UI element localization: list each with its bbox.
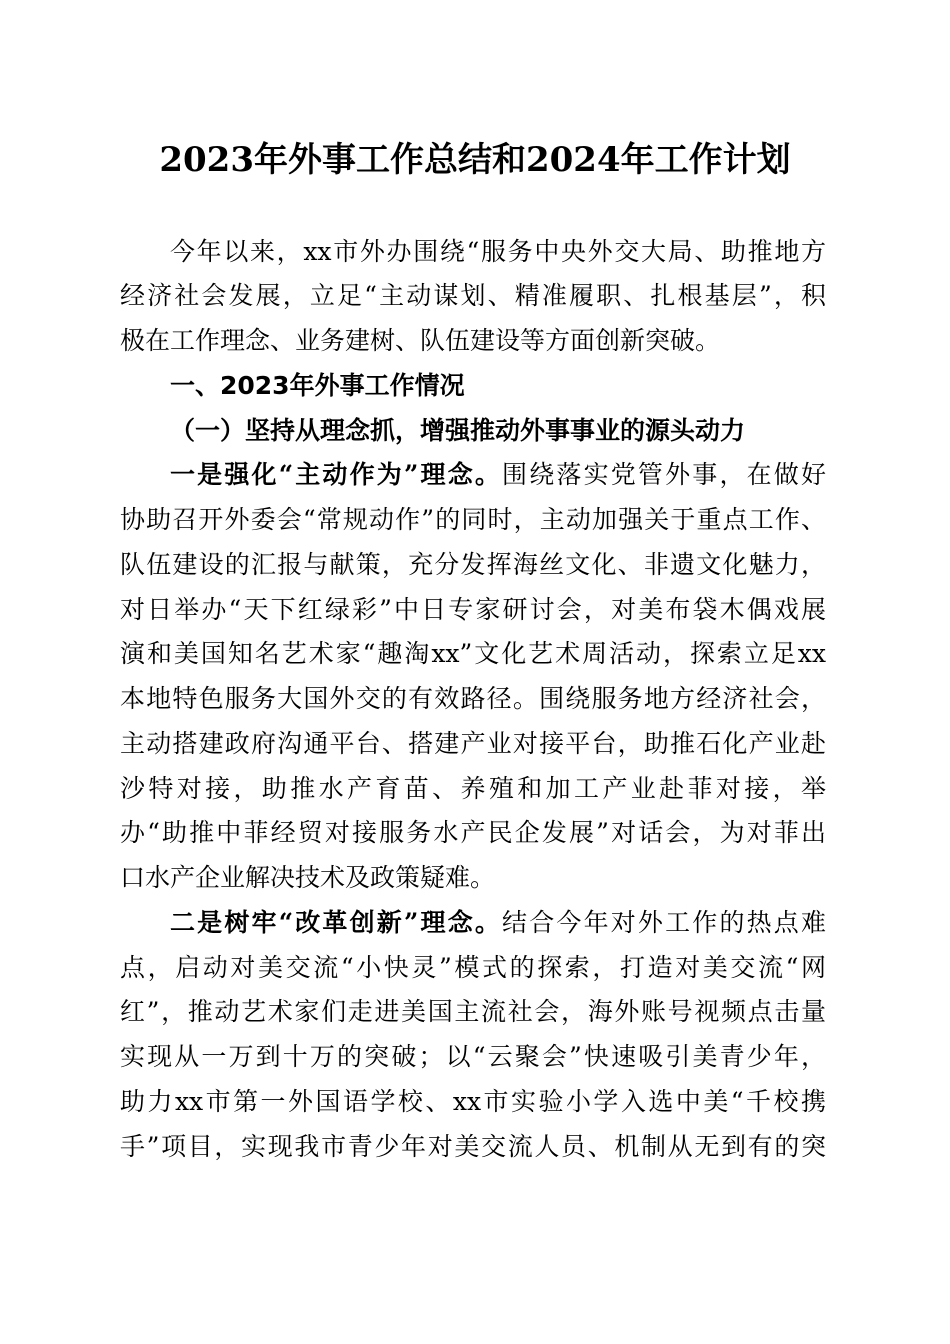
paragraph-line: 点，启动对美交流“小快灵”模式的探索，打造对美交流“网: [120, 952, 826, 982]
paragraph-line: 协助召开外委会“常规动作”的同时，主动加强关于重点工作、: [120, 505, 826, 535]
paragraph-lead: 一是强化“主动作为”理念。: [170, 460, 503, 490]
intro-line: 极在工作理念、业务建树、队伍建设等方面创新突破。: [120, 326, 721, 356]
document-body: [120, 230, 826, 1170]
section-heading: 一、2023年外事工作情况: [170, 370, 465, 400]
paragraph-line: 口水产企业解决技术及政策疑难。: [120, 863, 496, 893]
paragraph-first-line: [120, 453, 826, 498]
paragraph-line: 红”，推动艺术家们走进美国主流社会，海外账号视频点击量: [120, 997, 826, 1027]
paragraph-line: 主动搭建政府沟通平台、搭建产业对接平台，助推石化产业赴: [120, 728, 826, 758]
item-paragraph-2: [120, 901, 826, 1170]
intro-line: 今年以来，xx市外办围绕“服务中央外交大局、助推地方: [170, 236, 826, 266]
paragraph-line: 实现从一万到十万的突破；以“云聚会”快速吸引美青少年，: [120, 1042, 826, 1072]
paragraph-line: 手”项目，实现我市青少年对美交流人员、机制从无到有的突: [120, 1131, 826, 1161]
paragraph-line: 办“助推中菲经贸对接服务水产民企发展”对话会，为对菲出: [120, 818, 826, 848]
paragraph-lead: 二是树牢“改革创新”理念。: [170, 907, 503, 937]
paragraph-first-line-text: 围绕落实党管外事，在做好: [502, 460, 826, 490]
paragraph-line: 演和美国知名艺术家“趣淘xx”文化艺术周活动，探索立足xx: [120, 639, 826, 669]
item-paragraph-1: [120, 453, 826, 901]
intro-paragraph: [120, 230, 826, 364]
paragraph-line: 对日举办“天下红绿彩”中日专家研讨会，对美布袋木偶戏展: [120, 594, 826, 624]
paragraph-line: 沙特对接，助推水产育苗、养殖和加工产业赴菲对接，举: [120, 773, 826, 803]
paragraph-first-line: [120, 901, 826, 946]
paragraph-line: 队伍建设的汇报与献策，充分发挥海丝文化、非遗文化魅力，: [120, 549, 826, 579]
subsection-heading: （一）坚持从理念抓，增强推动外事事业的源头动力: [170, 415, 746, 445]
paragraph-first-line-text: 结合今年对外工作的热点难: [502, 907, 826, 937]
document-title: 2023年外事工作总结和2024年工作计划: [159, 140, 791, 180]
paragraph-line: 助力xx市第一外国语学校、xx市实验小学入选中美“千校携: [120, 1086, 826, 1116]
paragraph-line: 本地特色服务大国外交的有效路径。围绕服务地方经济社会，: [120, 684, 826, 714]
intro-line: 经济社会发展，立足“主动谋划、精准履职、扎根基层”，积: [120, 281, 826, 311]
